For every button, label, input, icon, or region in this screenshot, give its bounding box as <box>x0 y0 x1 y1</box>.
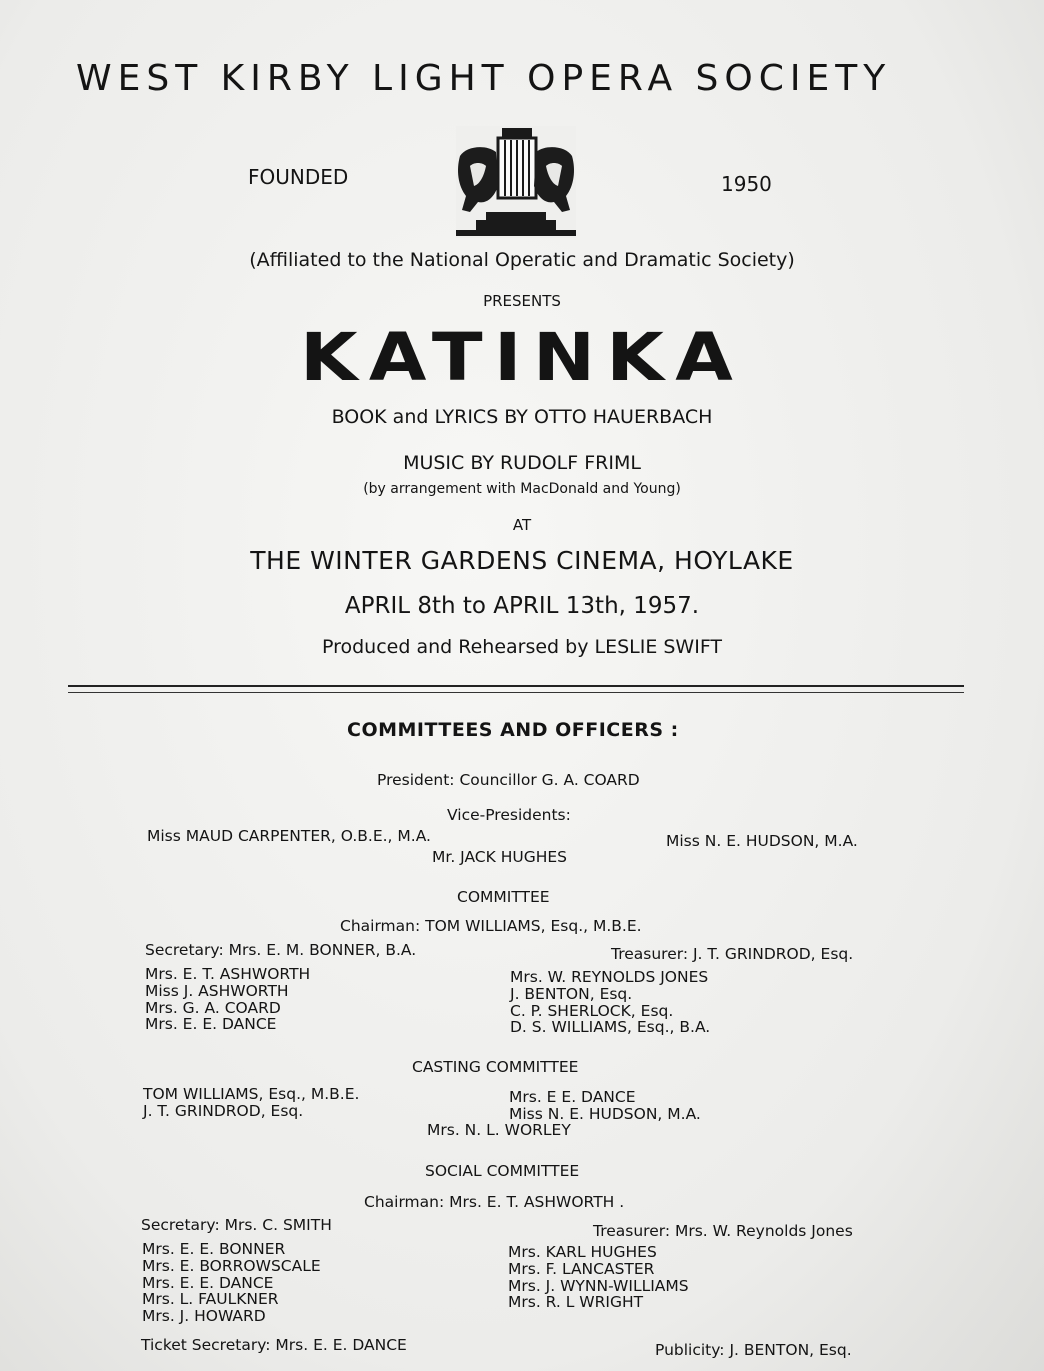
arrangement-note: (by arrangement with MacDonald and Young) <box>363 481 681 497</box>
list-item: Mrs. R. L WRIGHT <box>508 1293 644 1312</box>
committee-chairman: Chairman: TOM WILLIAMS, Esq., M.B.E. <box>340 917 642 935</box>
book-credit: BOOK and LYRICS BY OTTO HAUERBACH <box>331 406 713 428</box>
vice-president-center: Mr. JACK HUGHES <box>432 848 568 866</box>
president: President: Councillor G. A. COARD <box>377 771 640 789</box>
social-members-right <box>508 1244 689 1311</box>
list-item: Mrs. KARL HUGHES <box>508 1243 657 1261</box>
vice-president-left: Miss MAUD CARPENTER, O.B.E., M.A. <box>147 827 431 845</box>
list-item: Mrs. G. A. COARD <box>145 998 281 1017</box>
list-item: Mrs. J. HOWARD <box>142 1307 266 1326</box>
committee-secretary: Secretary: Mrs. E. M. BONNER, B.A. <box>145 941 417 959</box>
social-committee-heading: SOCIAL COMMITTEE <box>425 1162 580 1180</box>
casting-committee-heading: CASTING COMMITTEE <box>412 1058 579 1076</box>
list-item: Mrs. E E. DANCE <box>509 1088 636 1106</box>
social-treasurer: Treasurer: Mrs. W. Reynolds Jones <box>593 1222 853 1240</box>
list-item: Mrs. E. BORROWSCALE <box>142 1256 321 1275</box>
list-item: Mrs. E. E. BONNER <box>142 1240 286 1258</box>
performance-dates: APRIL 8th to APRIL 13th, 1957. <box>344 593 700 619</box>
founded-year: 1950 <box>721 172 772 196</box>
list-item: Mrs. L. FAULKNER <box>142 1290 279 1309</box>
social-members-left <box>142 1241 321 1325</box>
casting-members-right <box>509 1089 701 1123</box>
list-item: Miss N. E. HUDSON, M.A. <box>509 1104 701 1123</box>
venue: THE WINTER GARDENS CINEMA, HOYLAKE <box>250 546 794 575</box>
committee-members-right <box>510 969 710 1036</box>
divider <box>68 692 964 693</box>
vice-presidents-label: Vice-Presidents: <box>447 806 571 824</box>
ticket-secretary: Ticket Secretary: Mrs. E. E. DANCE <box>141 1336 407 1354</box>
list-item: Mrs. E. E. DANCE <box>142 1273 274 1292</box>
divider <box>68 685 964 687</box>
list-item: C. P. SHERLOCK, Esq. <box>510 1001 674 1020</box>
committee-treasurer: Treasurer: J. T. GRINDROD, Esq. <box>611 945 854 963</box>
show-title-wordmark <box>292 324 752 386</box>
committee-heading: COMMITTEE <box>457 888 550 906</box>
committees-heading: COMMITTEES AND OFFICERS : <box>347 719 679 741</box>
producer-credit: Produced and Rehearsed by LESLIE SWIFT <box>321 636 723 658</box>
at-label: AT <box>512 516 532 534</box>
committee-members-left <box>145 966 310 1033</box>
affiliation-note: (Affiliated to the National Operatic and Dramatic Society) <box>249 249 795 271</box>
show-title-text: KATINKA <box>300 324 744 386</box>
list-item: Mrs. F. LANCASTER <box>508 1259 655 1278</box>
society-logo-icon <box>456 126 576 238</box>
music-credit: MUSIC BY RUDOLF FRIML <box>403 452 641 474</box>
list-item: Mrs. W. REYNOLDS JONES <box>510 968 709 986</box>
presents-label: PRESENTS <box>483 292 561 310</box>
society-name: WEST KIRBY LIGHT OPERA SOCIETY <box>76 58 892 99</box>
list-item: Mrs. E. E. DANCE <box>145 1015 277 1034</box>
list-item: TOM WILLIAMS, Esq., M.B.E. <box>143 1085 360 1103</box>
social-chairman: Chairman: Mrs. E. T. ASHWORTH . <box>364 1193 625 1211</box>
founded-label: FOUNDED <box>248 165 349 189</box>
list-item: J. T. GRINDROD, Esq. <box>143 1101 304 1120</box>
casting-members-left <box>143 1086 359 1120</box>
list-item: D. S. WILLIAMS, Esq., B.A. <box>510 1018 711 1037</box>
publicity: Publicity: J. BENTON, Esq. <box>655 1341 852 1359</box>
list-item: Miss J. ASHWORTH <box>145 981 289 1000</box>
casting-member-center: Mrs. N. L. WORLEY <box>427 1121 571 1139</box>
list-item: Mrs. J. WYNN-WILLIAMS <box>508 1276 689 1295</box>
social-secretary: Secretary: Mrs. C. SMITH <box>141 1216 332 1234</box>
list-item: J. BENTON, Esq. <box>510 984 633 1003</box>
vice-president-right: Miss N. E. HUDSON, M.A. <box>666 832 858 850</box>
show-title <box>0 324 1044 390</box>
list-item: Mrs. E. T. ASHWORTH <box>145 965 311 983</box>
